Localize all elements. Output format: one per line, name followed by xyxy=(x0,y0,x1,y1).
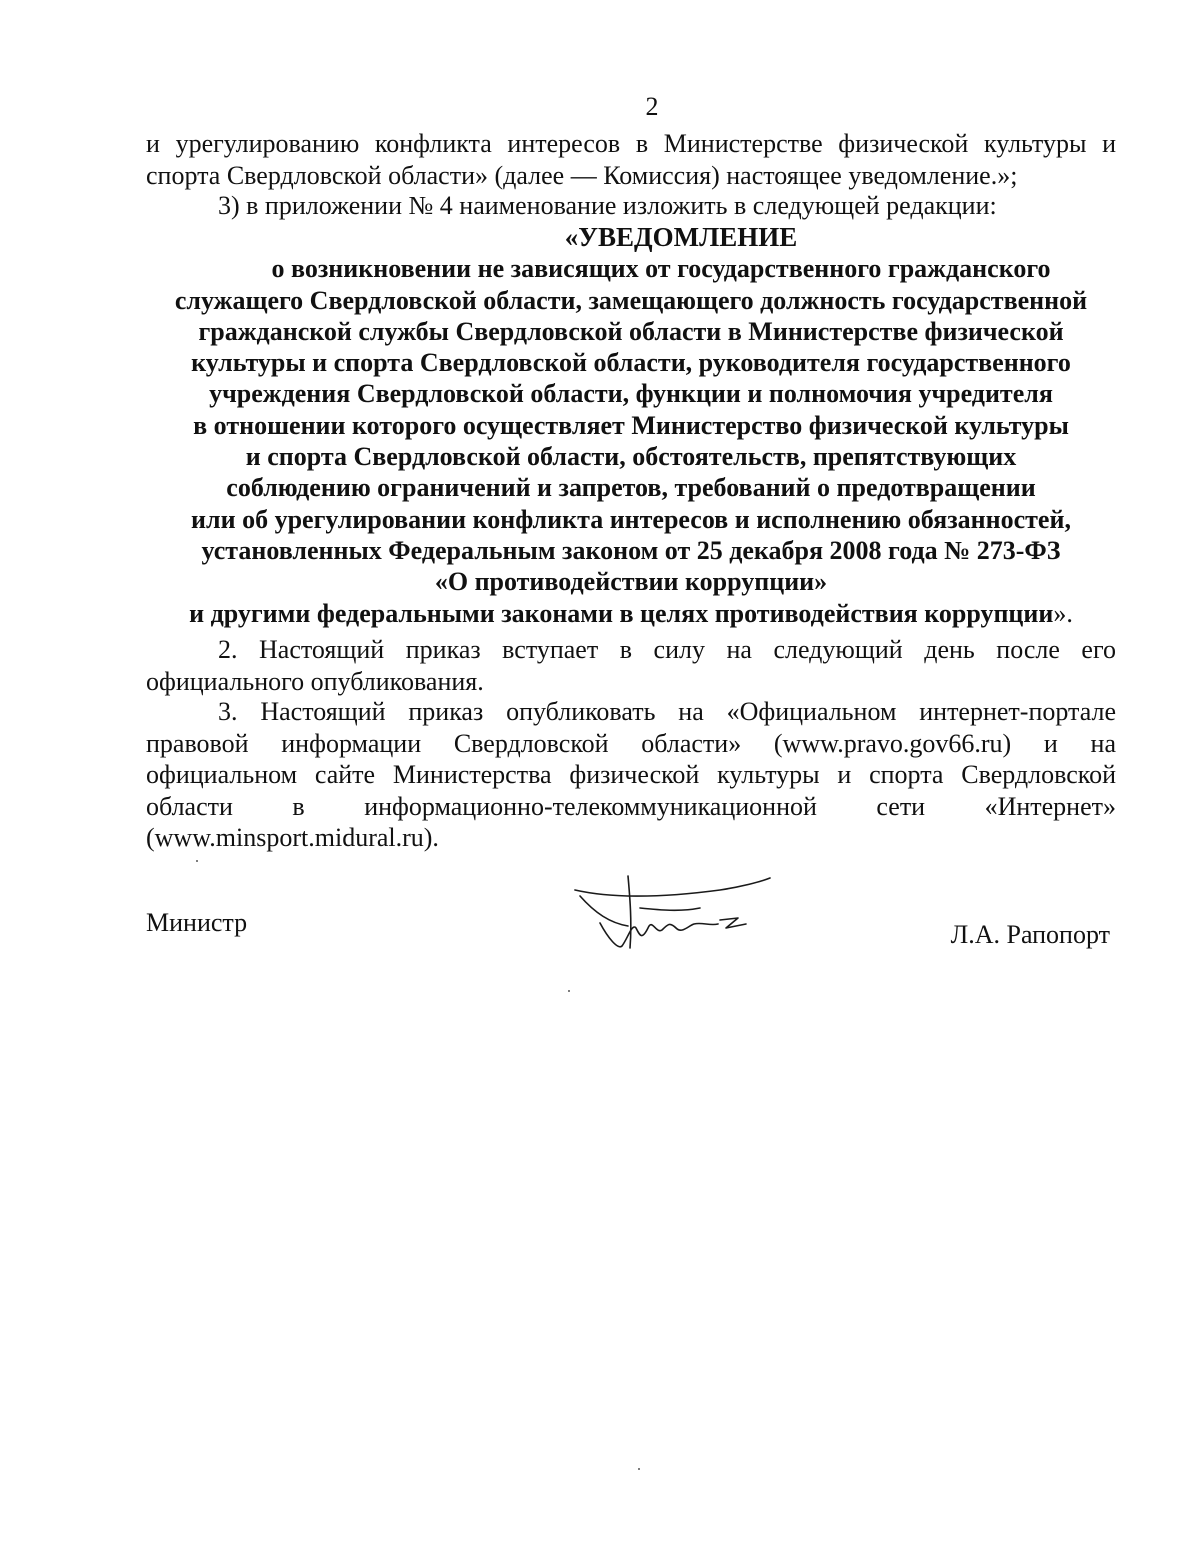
intro-paragraph: и урегулированию конфликта интересов в Министерстве физической культуры и спорта Свердловской области» (далее — Комиссия) настоящее уведомление.»; xyxy=(146,129,1116,190)
notice-title-line: установленных Федеральным законом от 25 декабря 2008 года № 273-ФЗ xyxy=(201,535,1061,565)
notice-title-line: о возникновении не зависящих от государственного гражданского xyxy=(271,254,1051,284)
notice-title-line: служащего Свердловской области, замещающего должность государственной xyxy=(174,285,1088,315)
notice-title-line: учреждения Свердловской области, функции и полномочия учредителя xyxy=(209,379,1053,409)
notice-title-line: «О противодействии коррупции» xyxy=(434,567,828,597)
scan-speck xyxy=(196,860,198,862)
notice-title xyxy=(146,222,1116,629)
notice-heading: «УВЕДОМЛЕНИЕ xyxy=(564,222,798,252)
scan-speck xyxy=(568,990,570,992)
notice-title-line: гражданской службы Свердловской области в Министерстве физической xyxy=(198,316,1064,346)
notice-title-closing: ». xyxy=(1053,598,1073,628)
signatory-name: Л.А. Рапопорт xyxy=(950,920,1110,949)
signature-block xyxy=(146,908,1116,948)
page-number: 2 xyxy=(645,92,659,121)
paragraph-3: 3. Настоящий приказ опубликовать на «Официальном интернет-портале правовой информации Свердловской области» (www.pravo.gov66.ru) и на официальном сайте Министерства физической культуры и спорта Свердловской области в информационно-телекоммуникационной сети «Интернет» (www.minsport.midural.ru). xyxy=(146,697,1116,852)
signatory-position: Министр xyxy=(146,908,248,937)
item-3-paragraph: 3) в приложении № 4 наименование изложить в следующей редакции: xyxy=(218,191,997,220)
paragraph-2: 2. Настоящий приказ вступает в силу на следующий день после его официального опубликования. xyxy=(146,635,1116,696)
notice-title-line: культуры и спорта Свердловской области, руководителя государственного xyxy=(191,348,1071,378)
notice-title-last-line xyxy=(146,598,1116,629)
notice-title-line: и спорта Свердловской области, обстоятельств, препятствующих xyxy=(245,442,1017,472)
notice-title-line: или об урегулировании конфликта интересов и исполнению обязанностей, xyxy=(191,504,1071,534)
notice-title-line: соблюдению ограничений и запретов, требований о предотвращении xyxy=(226,473,1036,503)
notice-title-line: в отношении которого осуществляет Министерство физической культуры xyxy=(193,410,1069,440)
notice-title-line-text: и другими федеральными законами в целях противодействия коррупции xyxy=(189,598,1054,628)
scan-speck xyxy=(638,1468,640,1470)
